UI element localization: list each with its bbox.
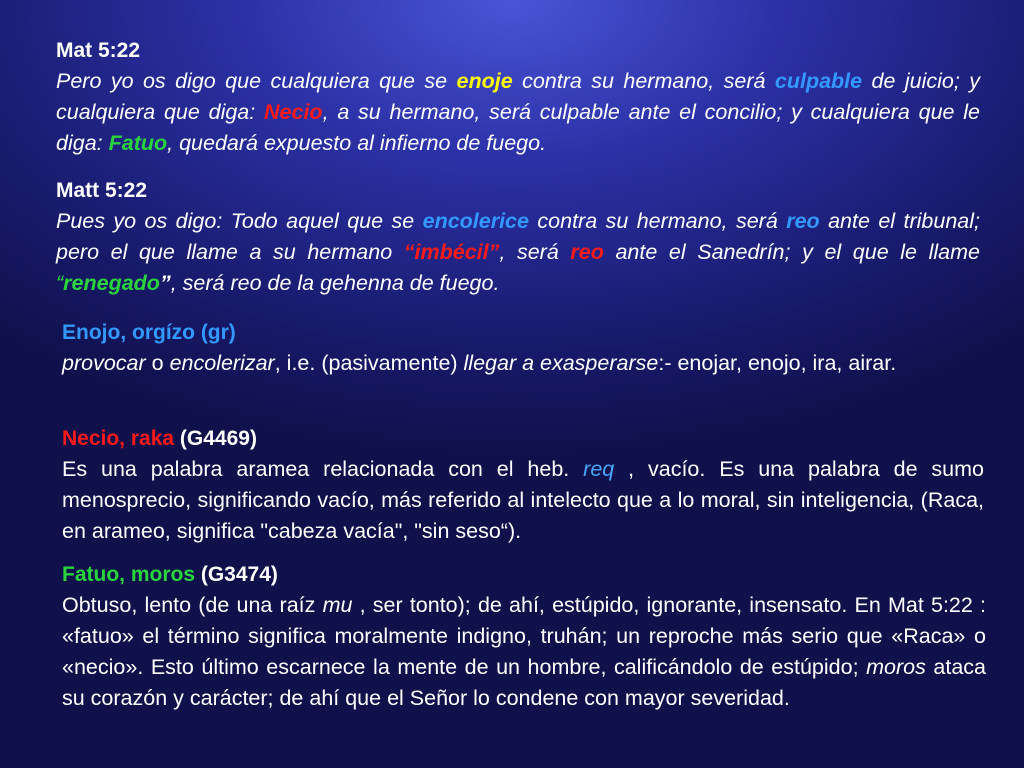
def-moros: moros [866,655,926,679]
def-text: , vacío. Es una palabra de sumo menosprecio, significando vacío, más referido al intelecto que a lo moral, sin inteligencia, (Raca, en arameo, significa "cabeza vacía", "sin seso“). [62,457,985,543]
fatuo-heading-term: Fatuo, moros [62,563,196,586]
fatuo-heading-code: (G3474) [195,563,278,586]
def-text: :- enojar, enojo, ira, airar. [658,351,897,375]
word-necio: Necio [264,100,323,124]
def-text: ataca su corazón y carácter; de ahí que el Señor lo condene con mayor severidad. [62,655,986,710]
def-req: req [583,457,615,481]
def-encolerizar: encolerizar [169,351,275,375]
verse-text: contra su hermano, será [528,209,787,233]
matt-5-22-verse [56,206,980,299]
def-mu: mu [322,593,353,617]
word-enoje: enoje [456,69,513,93]
verse-text: Pero yo os digo que cualquiera que se [56,69,457,93]
def-text: Es una palabra aramea relacionada con el heb. [62,457,584,481]
word-imbecil: “imbécil” [403,240,500,264]
fatuo-heading [62,560,986,590]
word-fatuo: Fatuo [108,131,168,155]
verse-text: ante el tribunal; pero el que llame a su hermano [56,209,980,264]
enojo-heading: Enojo, orgízo (gr) [62,321,236,344]
word-reo-2: reo [570,240,604,264]
necio-heading-code: (G4469) [174,427,257,450]
open-quote: “ [56,271,64,295]
necio-definition-block [62,424,984,547]
necio-heading [62,424,984,454]
fatuo-definition-block [62,560,986,714]
mat-5-22-reference: Mat 5:22 [56,39,141,62]
def-text: , ser tonto); de ahí, estúpido, ignorante, insensato. En Mat 5:22 : «fatuo» el término significa moralmente indigno, truhán; un reproche más serio que «Raca» o «necio». Esto último escarnece la mente de un hombre, calificándolo de estúpido; [62,593,986,679]
def-text: o [145,351,170,375]
fatuo-definition [62,590,986,714]
word-renegado: renegado [63,271,160,295]
def-text: , i.e. (pasivamente) [274,351,464,375]
necio-definition [62,454,984,547]
verse-text: de juicio; y cualquiera que diga: [56,69,980,124]
necio-heading-term: Necio, raka [62,427,175,450]
matt-5-22-block [56,176,980,299]
def-text: Obtuso, lento (de una raíz [62,593,323,617]
close-quote: ” [159,271,171,295]
matt-5-22-reference: Matt 5:22 [56,179,148,202]
verse-text: , será [499,240,571,264]
mat-5-22-block [56,36,980,159]
verse-text: , a su hermano, será culpable ante el concilio; y cualquiera que le diga: [56,100,980,155]
word-culpable: culpable [774,69,863,93]
verse-text: , será reo de la gehenna de fuego. [170,271,500,295]
word-reo: reo [786,209,820,233]
def-llegar: llegar a exasperarse [463,351,659,375]
verse-text: ante el Sanedrín; y el que le llame [603,240,980,264]
enojo-definition-block [62,318,980,379]
def-provocar: provocar [62,351,146,375]
verse-text: Pues yo os digo: Todo aquel que se [56,209,423,233]
enojo-definition [62,348,980,379]
word-encolerice: encolerice [422,209,529,233]
verse-text: , quedará expuesto al infierno de fuego. [167,131,547,155]
mat-5-22-verse [56,66,980,159]
verse-text: contra su hermano, será [512,69,775,93]
